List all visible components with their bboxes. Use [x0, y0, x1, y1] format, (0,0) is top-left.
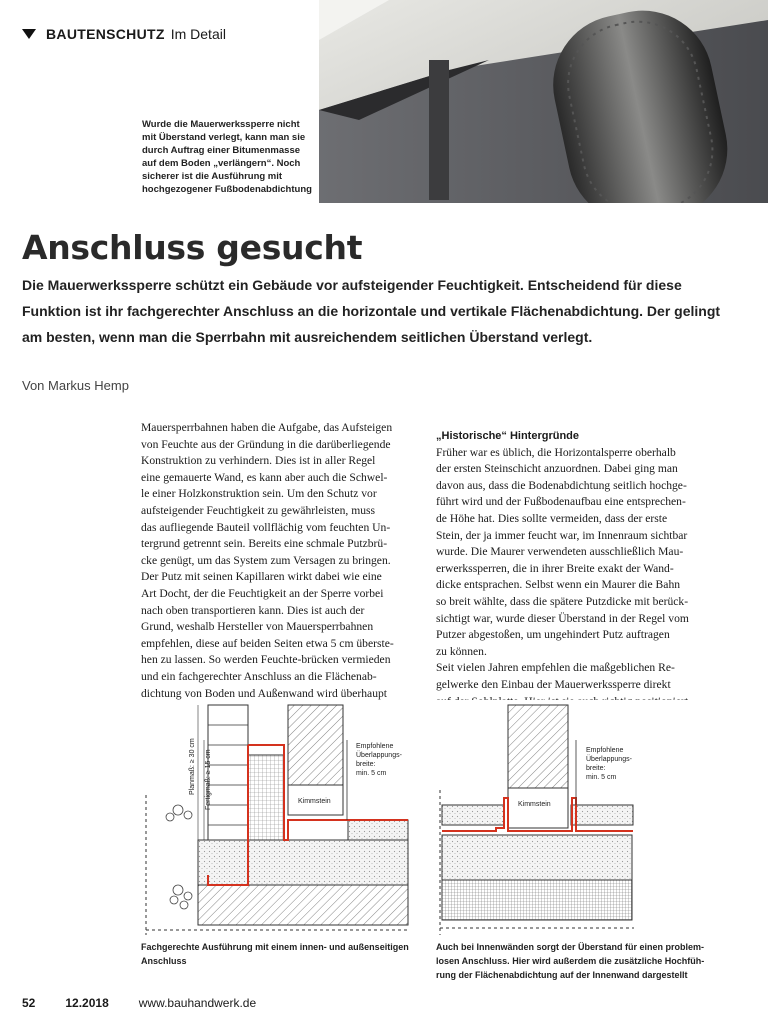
- body-line: de Höhe hat. Dies sollte vermeiden, dass der erste: [436, 511, 668, 525]
- figure-caption-left: [141, 940, 421, 968]
- caption-line: losen Anschluss. Hier wird außerdem die zusätzliche Hochfüh-: [436, 956, 705, 966]
- body-line: eine gemauerte Wand, es kann aber auch die Schwel-: [141, 470, 388, 484]
- overlap-note-line: breite:: [586, 765, 606, 772]
- overlap-note-line: breite:: [356, 761, 376, 768]
- photo-caption-line: sicherer ist die Ausführung mit: [142, 171, 283, 182]
- overlap-note-line: min. 5 cm: [586, 774, 617, 781]
- body-line: gelwerke den Einbau der Mauerwerkssperre direkt: [436, 677, 671, 691]
- dim-finish-label: Fertigmaß: ≥ 15 cm: [205, 749, 212, 810]
- body-line: so breit wählte, dass die spätere Putzdicke mit berück-: [436, 594, 689, 608]
- page-number: 52: [22, 996, 36, 1010]
- photo-caption-line: hochgezogener Fußbodenabdichtung: [142, 184, 312, 195]
- body-line: Der Putz mit seinen Kapillaren wirkt dabei wie eine: [141, 570, 382, 584]
- body-line: Putzer abgestoßen, um ungehindert Putz auftragen: [436, 628, 670, 642]
- lead-line: Die Mauerwerkssperre schützt ein Gebäude vor aufsteigender Feuchtigkeit. Entscheidend für diese: [22, 277, 682, 293]
- body-line: aufsteigender Feuchtigkeit zu gewährleisten, muss: [141, 503, 376, 517]
- kimmstein-label: Kimmstein: [518, 801, 551, 808]
- body-line: davon aus, dass die Bodenabdichtung seitlich hochge-: [436, 478, 687, 492]
- body-line: der ersten Steinschicht anzuordnen. Dabei ging man: [436, 462, 678, 476]
- body-line: Art Docht, der die Feuchtigkeit an der Sperre vorbei: [141, 586, 384, 600]
- triangle-down-icon: [22, 29, 36, 39]
- overlap-note-line: Empfohlene: [356, 743, 394, 750]
- photo-caption-line: mit Überstand verlegt, kann man sie: [142, 132, 306, 143]
- body-column-right: [436, 428, 716, 727]
- kimmstein-label: Kimmstein: [298, 798, 331, 805]
- body-line: hen zu lassen. So werden Feuchte-brücken vermieden: [141, 653, 391, 667]
- overlap-note-line: Überlappungs-: [586, 756, 632, 763]
- caption-line: rung der Flächenabdichtung auf der Innenwand dargestellt: [436, 970, 688, 980]
- body-line: erwerkssperren, die in ihrer Breite exakt der Wand-: [436, 561, 674, 575]
- photo-bitumen-application: [319, 0, 768, 203]
- diagram-interior-wall: [436, 700, 716, 935]
- body-line: sichtigt war, wurde dieser Überstand in der Regel vom: [436, 611, 689, 625]
- body-line: dichtung von Boden und Außenwand wird überhaupt: [141, 686, 388, 700]
- photo-caption-line: durch Auftrag einer Bitumenmasse: [142, 145, 301, 156]
- body-line: tergrund getrennt sein. Bereits eine schmale Putzbrü-: [141, 537, 388, 551]
- body-line: dicke entsprachen. Selbst wenn ein Maurer die Bahn: [436, 578, 681, 592]
- article-title: Anschluss gesucht: [22, 228, 363, 267]
- body-line: führt wird und der Fußbodenaufbau eine entsprechen-: [436, 495, 686, 509]
- website-url: www.bauhandwerk.de: [138, 996, 257, 1010]
- figure-caption-right: [436, 940, 736, 982]
- lead-line: Funktion ist ihr fachgerechter Anschluss an die horizontale und vertikale Flächenabdichtung. Der gelingt: [22, 303, 721, 319]
- diagram-exterior-wall: [138, 700, 418, 935]
- section-header: [22, 26, 226, 42]
- body-column-left: [141, 420, 416, 719]
- body-line: Mauersperrbahnen haben die Aufgabe, das Aufsteigen: [141, 421, 393, 434]
- caption-line: Auch bei Innenwänden sorgt der Überstand für einen problem-: [436, 942, 705, 952]
- body-line: Früher war es üblich, die Horizontalsperre oberhalb: [436, 445, 676, 459]
- dim-plan-label: Planmaß: ≥ 30 cm: [189, 738, 196, 795]
- body-line: das aufliegende Bauteil vollflächig vom feuchten Un-: [141, 520, 391, 534]
- body-line: empfehlen, diese auf beiden Seiten etwa 5 cm überste-: [141, 636, 394, 650]
- photo-caption-line: Wurde die Mauerwerkssperre nicht: [142, 119, 300, 130]
- photo-caption-line: auf dem Boden „verlängern“. Noch: [142, 158, 301, 169]
- caption-line: Anschluss: [141, 956, 187, 966]
- issue-date: 12.2018: [65, 996, 109, 1010]
- body-line: und ein fachgerechter Anschluss an die Flächenab-: [141, 669, 377, 683]
- subheading: „Historische“ Hintergründe: [436, 430, 580, 442]
- body-line: zu können.: [436, 644, 487, 658]
- photo-caption: [142, 118, 312, 196]
- lead-line: am besten, wenn man die Sperrbahn mit ausreichendem seitlichen Überstand verlegt.: [22, 329, 593, 345]
- body-line: cke genügt, um das System zum Versagen zu bringen.: [141, 553, 391, 567]
- body-line: von Feuchte aus der Gründung in die darüberliegende: [141, 437, 391, 451]
- body-line: le einer Holzkonstruktion sein. Um den Schutz vor: [141, 487, 377, 501]
- overlap-note-line: Überlappungs-: [356, 752, 402, 759]
- overlap-note-line: min. 5 cm: [356, 770, 387, 777]
- section-label: BAUTENSCHUTZ: [46, 26, 165, 42]
- body-line: wurde. Die Maurer verwendeten ausschließlich Mau-: [436, 545, 684, 559]
- page-footer: [22, 996, 256, 1010]
- body-line: Seit vielen Jahren empfehlen die maßgeblichen Re-: [436, 661, 675, 675]
- article-lead: [22, 272, 742, 350]
- author-byline: Von Markus Hemp: [22, 378, 129, 393]
- overlap-note-line: Empfohlene: [586, 747, 624, 754]
- body-line: nach oben transportieren kann. Dies ist auch der: [141, 603, 365, 617]
- subsection-label: Im Detail: [170, 26, 226, 42]
- caption-line: Fachgerechte Ausführung mit einem innen- und außenseitigen: [141, 942, 409, 952]
- body-line: Grund, weshalb Hersteller von Mauersperrbahnen: [141, 620, 374, 634]
- body-line: Stein, der ja immer feucht war, im Innenraum sichtbar: [436, 528, 688, 542]
- body-line: Konstruktion zu verhindern. Dies ist in aller Regel: [141, 454, 376, 468]
